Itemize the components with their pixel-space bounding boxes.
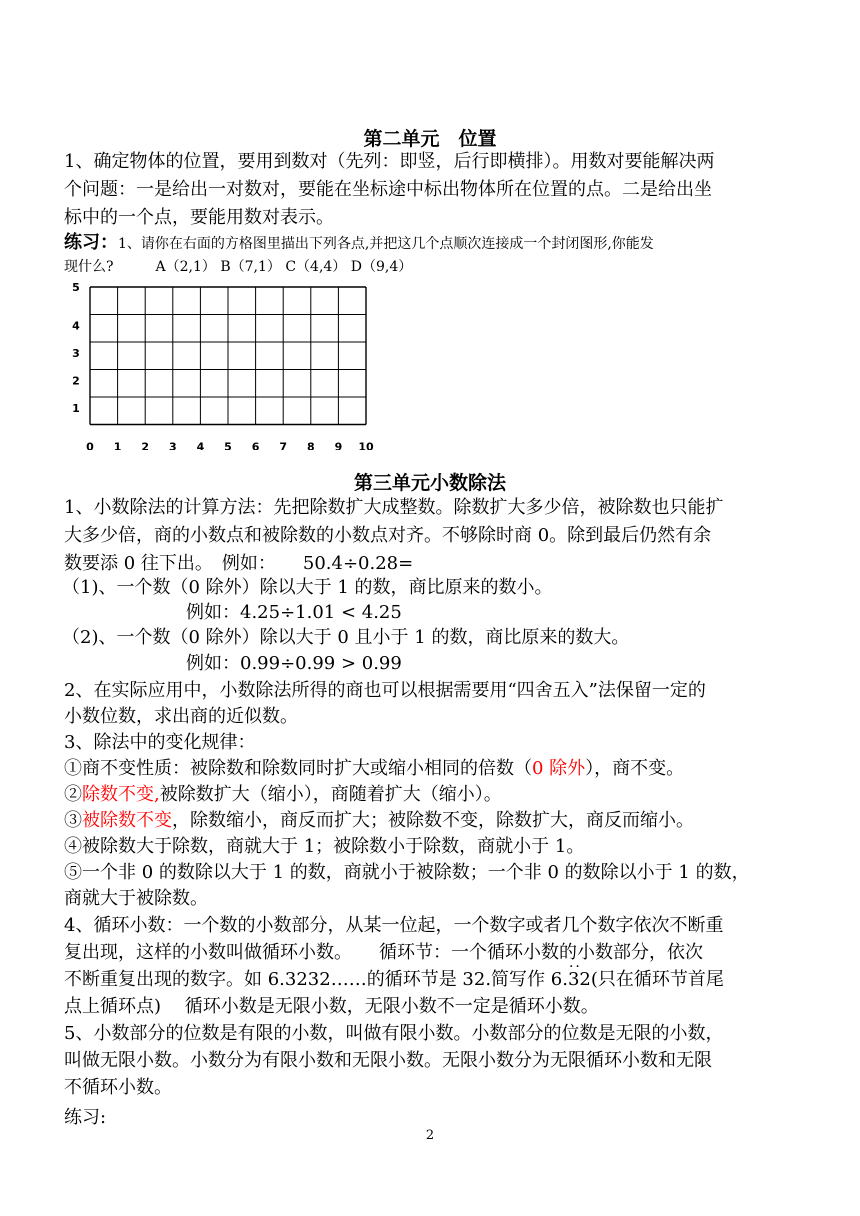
unit3-line: 2、在实际应用中，小数除法所得的商也可以根据需要用“四舍五入”法保留一定的 bbox=[64, 680, 706, 701]
unit3-line: （2)、一个数（0 除外）除以大于 0 且小于 1 的数，商比原来的数大。 bbox=[62, 627, 630, 648]
page-number: 2 bbox=[425, 1128, 435, 1143]
unit3-line: （1)、一个数（0 除外）除以大于 1 的数，商比原来的数小。 bbox=[62, 577, 553, 598]
unit3-line: 不循环小数。 bbox=[64, 1077, 172, 1098]
coordinate-grid[interactable] bbox=[64, 280, 394, 450]
unit3-line bbox=[64, 809, 694, 833]
unit3-line: 点上循环点) 循环小数是无限小数，无限小数不一定是循环小数。 bbox=[64, 996, 599, 1017]
unit2-paragraph-line: 个问题：一是给出一对数对，要能在坐标途中标出物体所在位置的点。二是给出坐 bbox=[64, 179, 712, 200]
practice-text: 1、请你在右面的方格图里描出下列各点,并把这几个点顺次连接成一个封闭图形,你能发 bbox=[118, 236, 654, 252]
unit3-line: 例如：4.25÷1.01 < 4.25 bbox=[186, 602, 402, 623]
unit3-line: 大多少倍，商的小数点和被除数的小数点对齐。不够除时商 0。除到最后仍然有余 bbox=[64, 525, 712, 546]
x-tick-label: 5 bbox=[224, 440, 232, 450]
x-tick-label: 1 bbox=[113, 440, 122, 450]
unit3-line: 4、循环小数：一个数的小数部分，从某一位起，一个数字或者几个数字依次不断重 bbox=[64, 915, 724, 936]
x-tick-label: 0 bbox=[86, 440, 94, 450]
x-tick-label: 2 bbox=[141, 440, 150, 450]
unit3-line bbox=[64, 757, 684, 781]
y-tick-label: 2 bbox=[72, 374, 80, 388]
text-segment: ，除数缩小，商反而扩大；被除数不变，除数扩大，商反而缩小。 bbox=[172, 810, 694, 831]
unit2-paragraph-line: 标中的一个点，要能用数对表示。 bbox=[64, 207, 334, 228]
unit3-line: 练习: bbox=[64, 1107, 107, 1128]
unit3-line: 小数位数，求出商的近似数。 bbox=[64, 706, 298, 727]
text-segment: ①商不变性质：被除数和除数同时扩大或缩小相同的倍数（ bbox=[64, 758, 532, 779]
repeating-digits: ·· 32 bbox=[568, 968, 591, 992]
y-tick-label: 5 bbox=[72, 281, 80, 294]
unit3-line: ④被除数大于除数，商就大于 1；被除数小于除数，商就小于 1。 bbox=[64, 836, 585, 857]
practice-line bbox=[64, 231, 654, 256]
practice-line: 现什么? A（2,1） B（7,1） C（4,4） D（9,4） bbox=[64, 259, 413, 275]
text-segment: ③ bbox=[64, 810, 82, 831]
highlight-text: 除数不变, bbox=[82, 784, 160, 805]
practice-label: 练习： bbox=[64, 232, 118, 253]
unit3-line: 商就大于被除数。 bbox=[64, 888, 208, 909]
text-segment: ② bbox=[64, 784, 82, 805]
text-segment: 不断重复出现的数字。如 6.3232……的循环节是 32.简写作 6. bbox=[64, 969, 568, 990]
unit3-line: 数要添 0 往下出。 例如： 50.4÷0.28= bbox=[64, 553, 414, 574]
y-tick-label: 3 bbox=[72, 347, 80, 361]
unit3-line bbox=[64, 968, 724, 992]
x-tick-label: 10 bbox=[358, 440, 374, 450]
unit3-line: ⑤一个非 0 的数除以大于 1 的数，商就小于被除数；一个非 0 的数除以小于 1 的数， bbox=[64, 862, 750, 883]
unit2-paragraph-line: 1、确定物体的位置，要用到数对（先列：即竖，后行即横排）。用数对要能解决两 bbox=[64, 151, 715, 172]
highlight-text: 被除数不变 bbox=[82, 810, 172, 831]
x-tick-label: 4 bbox=[196, 440, 205, 450]
text-segment: 被除数扩大（缩小），商随着扩大（缩小）。 bbox=[159, 784, 502, 805]
x-tick-label: 7 bbox=[279, 440, 288, 450]
unit3-line: 5、小数部分的位数是有限的小数，叫做有限小数。小数部分的位数是无限的小数， bbox=[64, 1023, 724, 1044]
unit3-line: 例如：0.99÷0.99 > 0.99 bbox=[186, 653, 402, 674]
text-segment: ），商不变。 bbox=[585, 758, 685, 779]
unit3-line: 复出现，这样的小数叫做循环小数。 循环节：一个循环小数的小数部分，依次 bbox=[64, 942, 703, 963]
text-segment: (只在循环节首尾 bbox=[590, 969, 724, 990]
unit3-title: 第三单元小数除法 bbox=[353, 472, 506, 494]
y-tick-label: 4 bbox=[72, 319, 80, 333]
unit2-title: 第二单元 位置 bbox=[363, 128, 497, 150]
highlight-text: 0 除外 bbox=[532, 758, 586, 779]
x-tick-label: 9 bbox=[334, 440, 343, 450]
unit3-line: 1、小数除法的计算方法：先把除数扩大成整数。除数扩大多少倍，被除数也只能扩 bbox=[64, 497, 724, 518]
unit3-line bbox=[64, 783, 502, 807]
x-tick-label: 6 bbox=[251, 440, 260, 450]
unit3-line: 3、除法中的变化规律： bbox=[64, 732, 256, 753]
x-tick-label: 8 bbox=[306, 440, 315, 450]
unit3-line: 叫做无限小数。小数分为有限小数和无限小数。无限小数分为无限循环小数和无限 bbox=[64, 1050, 712, 1071]
x-tick-label: 3 bbox=[168, 440, 177, 450]
y-tick-label: 1 bbox=[72, 402, 80, 416]
grid-svg bbox=[64, 280, 394, 450]
